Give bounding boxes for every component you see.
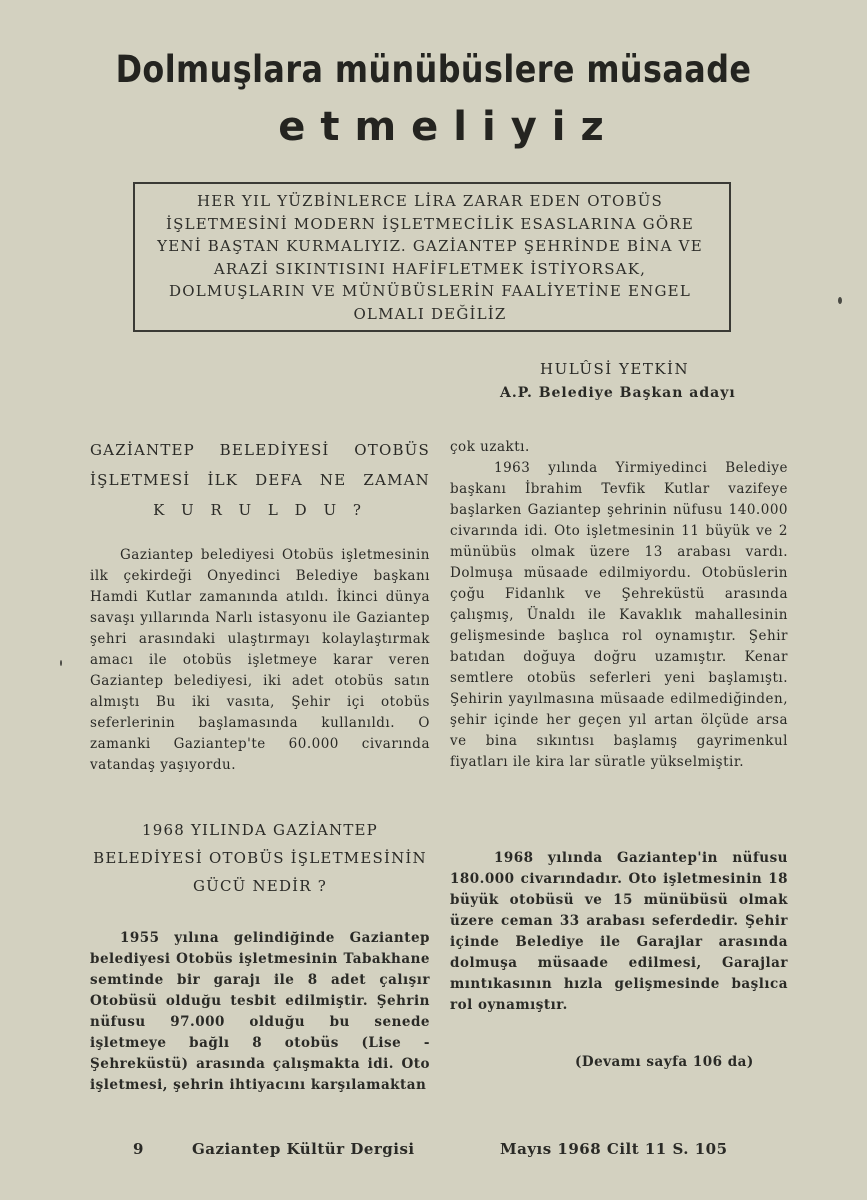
right-paragraph-2: 1963 yılında Yirmiyedinci Belediye başkanı İbrahim Tevfik Kutlar vazifeye başlarken Gaziantep şehrinin nüfusu 140.000 civarında idi. Oto işletmesinin 11 büyük ve 2 münübüs olmak üzere 13 arabası vardı. Dolmuşa müsaade edilmiyordu. Otobüslerin çoğu Fidanlık ve Şehreküstü arasında çalışmış, Ünaldı ile Kavaklık mahallesinin gelişmesinde başlıca rol oynamıştır. Şehir batıdan doğuya doğru uzamıştır. Kenar semtlere otobüs seferleri yeni başlamıştı. Şehirin yayılmasına müsaade edilmediğinden, şehir içinde her geçen yıl artan ölçüde arsa ve bina sıkıntısı başlamış gayrimenkul fiyatları ile kira lar süratle yükselmiştir.: [450, 460, 788, 770]
article-title-line1: Dolmuşlara münübüslere müsaade: [115, 48, 752, 91]
scan-speck: [838, 297, 842, 304]
left-heading-2-line1: 1968 YILINDA GAZİANTEP: [142, 821, 378, 839]
right-paragraph-1: çok uzaktı.: [450, 439, 530, 455]
left-heading-2-line3: GÜCÜ NEDİR ?: [192, 877, 328, 895]
continued-note: (Devamı sayfa 106 da): [575, 1054, 754, 1070]
left-heading-1: [90, 435, 430, 525]
magazine-name: Gaziantep Kültür Dergisi: [192, 1140, 415, 1158]
article-title-line2: etmeliyiz: [278, 104, 619, 150]
left-heading-1-part: GAZİANTEP BELEDİYESİ OTOBÜS İŞLETMESİ İLK DEFA NE ZAMAN: [90, 441, 430, 489]
right-paragraph-3: 1968 yılında Gaziantep'in nüfusu 180.000 civarındadır. Oto işletmesinin 18 büyük otobüsü ve 15 münübüsü olmak üzere ceman 33 arabası seferdedir. Şehir içinde Belediye ile Garajlar arasında dolmuşa müsaade edilmesi, Garajlar mıntıkasının hızla gelişmesinde başlıca rol oynamıştır.: [450, 850, 788, 1013]
left-paragraph-2: 1955 yılına gelindiğinde Gaziantep belediyesi Otobüs işletmesinin Tabakhane semtinde bir garajı ile 8 adet çalışır Otobüsü olduğu tesbit edilmiştir. Şehrin nüfusu 97.000 olduğu bu senede işletmeye bağlı 8 otobüs (Lise - Şehreküstü) arasında çalışmakta idi. Oto işletmesi, şehrin ihtiyacını karşılamaktan: [90, 930, 430, 1093]
page-number: 9: [133, 1140, 144, 1158]
left-heading-1-kuruldu: K U R U L D U ?: [153, 501, 367, 519]
author-name: HULÛSİ YETKİN: [540, 360, 690, 378]
left-heading-1-text: [90, 435, 430, 525]
issue-info: Mayıs 1968 Cilt 11 S. 105: [500, 1140, 728, 1158]
summary-box-text: HER YIL YÜZBİNLERCE LİRA ZARAR EDEN OTOBÜS İŞLETMESİNİ MODERN İŞLETMECİLİK ESASLARINA GÖRE YENİ BAŞTAN KURMALIYIZ. GAZİANTEP ŞEHRİNDE BİNA VE ARAZİ SIKINTISINI HAFİFLETMEK İSTİYORSAK, DOLMUŞLARIN VE MÜNÜBÜSLERİN FAALİYETİNE ENGEL OLMALI DEĞİLİZ: [157, 192, 703, 323]
scan-speck: [60, 660, 62, 666]
left-heading-2-line2: BELEDİYESİ OTOBÜS İŞLETMESİNİN: [93, 849, 427, 867]
left-paragraph-1: Gaziantep belediyesi Otobüs işletmesinin ilk çekirdeği Onyedinci Belediye başkanı Hamdi Kutlar zamanında atıldı. İkinci dünya savaşı yıllarında Narlı istasyonu ile Gaziantep şehri arasındaki ulaştırmayı kolaylaştırmak amacı ile otobüs işletmeye karar veren Gaziantep belediyesi, iki adet otobüs satın almıştı Bu iki vasıta, Şehir içi otobüs seferlerinin başlamasında kullanıldı. O zamanki Gaziantep'te 60.000 civarında vatandaş yaşıyordu.: [90, 547, 430, 773]
author-role: A.P. Belediye Başkan adayı: [500, 385, 736, 401]
left-heading-2: [90, 816, 430, 900]
